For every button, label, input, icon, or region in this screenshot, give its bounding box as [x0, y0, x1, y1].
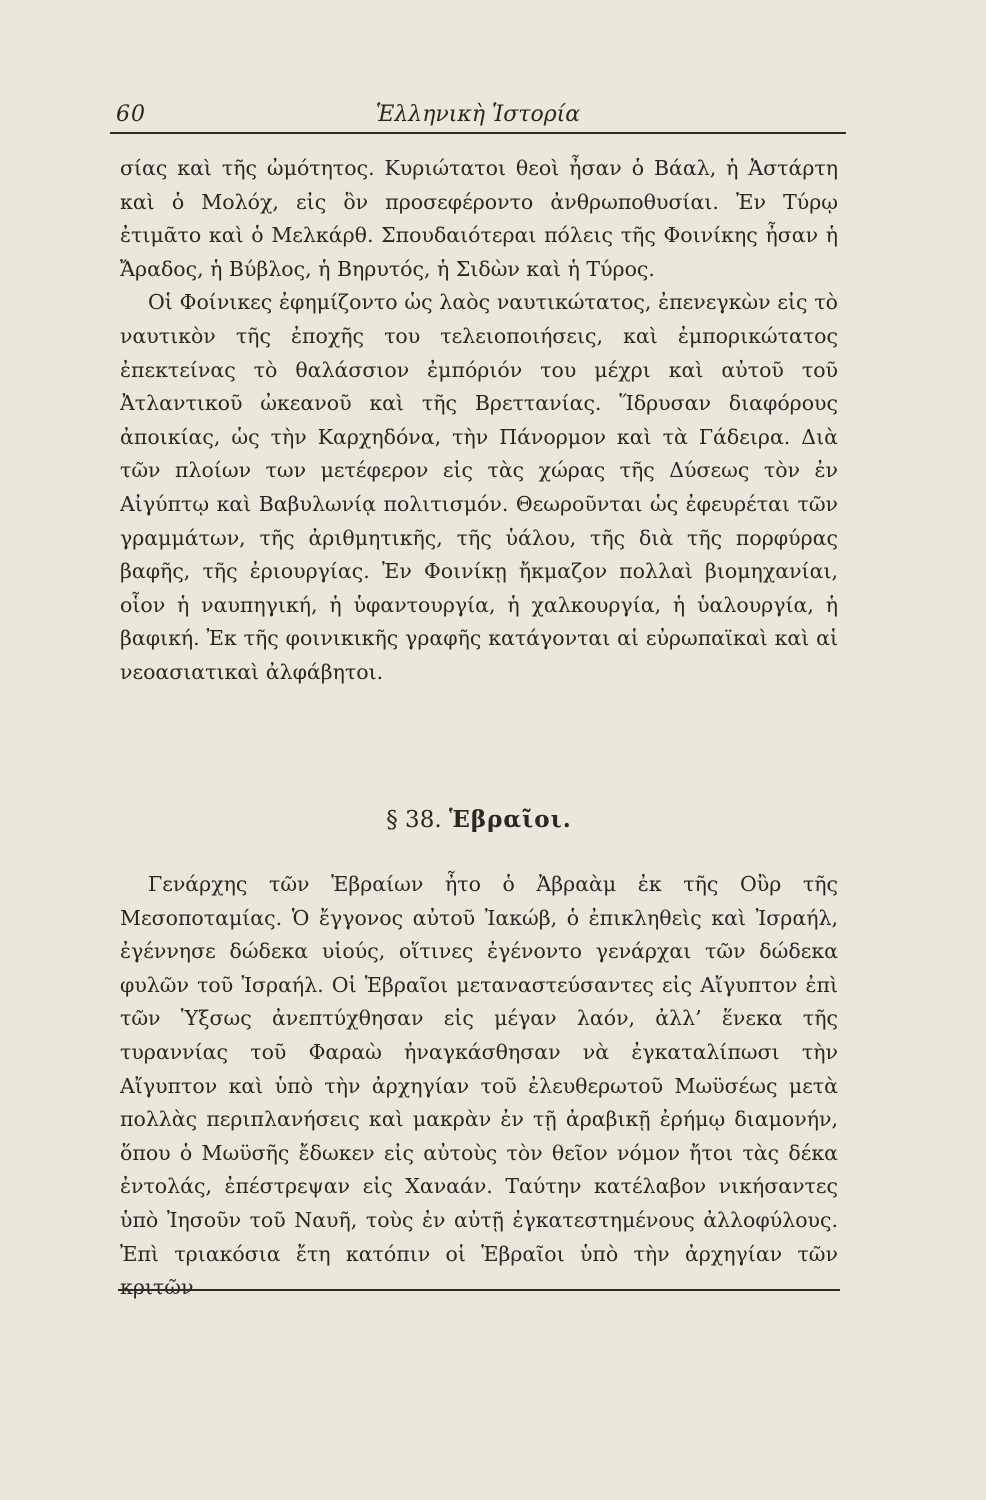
section-heading [120, 806, 838, 833]
section-name: Ἑβραῖοι. [448, 806, 572, 833]
text-block-hebrews [120, 868, 838, 1305]
paragraph-phoenicians: Οἱ Φοίνικες ἐφημίζοντο ὡς λαὸς ναυτικώτατος, ἐπενεγκὼν εἰς τὸ ναυτικὸν τῆς ἐποχῆς του τελειοποιήσεις, καὶ ἐμπορικώτατος ἐπεκτείνας τὸ θαλάσσιον ἐμπόριόν του μέχρι καὶ αὐτοῦ τοῦ Ἀτλαντικοῦ ὠκεανοῦ καὶ τῆς Βρεττανίας. Ἵδρυσαν διαφόρους ἀποικίας, ὡς τὴν Καρχηδόνα, τὴν Πάνορμον καὶ τὰ Γάδειρα. Διὰ τῶν πλοίων των μετέφερον εἰς τὰς χώρας τῆς Δύσεως τὸν ἐν Αἰγύπτῳ καὶ Βαβυλωνίᾳ πολιτισμόν. Θεωροῦνται ὡς ἐφευρέται τῶν γραμμάτων, τῆς ἀριθμητικῆς, τῆς ὑάλου, τῆς διὰ τῆς πορφύρας βαφῆς, τῆς ἐριουργίας. Ἐν Φοινίκῃ ἤκμαζον πολλαὶ βιομηχανίαι, οἷον ἡ ναυπηγική, ἡ ὑφαντουργία, ἡ χαλκουργία, ἡ ὑαλουργία, ἡ βαφική. Ἐκ τῆς φοινικικῆς γραφῆς κατάγονται αἱ εὐρωπαϊκαὶ καὶ αἱ νεοασιατικαὶ ἀλφάβητοι. [120, 290, 838, 684]
bottom-rule [118, 1289, 840, 1291]
text-block-phoenicians [120, 152, 838, 690]
running-title: Ἑλληνικὴ Ἱστορία [375, 102, 581, 127]
page-number: 60 [116, 102, 146, 127]
paragraph-continued: σίας καὶ τῆς ὠμότητος. Κυριώτατοι θεοὶ ἦσαν ὁ Βάαλ, ἡ Ἀστάρτη καὶ ὁ Μολόχ, εἰς ὃν προσεφέροντο ἀνθρωποθυσίαι. Ἐν Τύρῳ ἐτιμᾶτο καὶ ὁ Μελκάρθ. Σπουδαιότεραι πόλεις τῆς Φοινίκης ἦσαν ἡ Ἄραδος, ἡ Βύβλος, ἡ Βηρυτός, ἡ Σιδὼν καὶ ἡ Τύρος. [120, 156, 838, 281]
header-rule [110, 132, 846, 134]
page-header [110, 100, 846, 140]
paragraph-hebrews: Γενάρχης τῶν Ἑβραίων ἦτο ὁ Ἀβραὰμ ἐκ τῆς Οὒρ τῆς Μεσοποταμίας. Ὁ ἔγγονος αὐτοῦ Ἰακώβ, ὁ ἐπικληθεὶς καὶ Ἰσραήλ, ἐγέννησε δώδεκα υἱούς, οἵτινες ἐγένοντο γενάρχαι τῶν δώδεκα φυλῶν τοῦ Ἰσραήλ. Οἱ Ἑβραῖοι μεταναστεύσαντες εἰς Αἴγυπτον ἐπὶ τῶν Ὑξσως ἀνεπτύχθησαν εἰς μέγαν λαόν, ἀλλ’ ἕνεκα τῆς τυραννίας τοῦ Φαραὼ ἠναγκάσθησαν νὰ ἐγκαταλίπωσι τὴν Αἴγυπτον καὶ ὑπὸ τὴν ἀρχηγίαν τοῦ ἐλευθερωτοῦ Μωϋσέως μετὰ πολλὰς περιπλανήσεις καὶ μακρὰν ἐν τῇ ἀραβικῇ ἐρήμῳ διαμονήν, ὅπου ὁ Μωϋσῆς ἔδωκεν εἰς αὐτοὺς τὸν θεῖον νόμον ἤτοι τὰς δέκα ἐντολάς, ἐπέστρεψαν εἰς Χαναάν. Ταύτην κατέλαβον νικήσαντες ὑπὸ Ἰησοῦν τοῦ Ναυῆ, τοὺς ἐν αὐτῇ ἐγκατεστημένους ἀλλοφύλους. Ἐπὶ τριακόσια ἔτη κατόπιν οἱ Ἑβραῖοι ὑπὸ τὴν ἀρχηγίαν τῶν κριτῶν [120, 872, 838, 1300]
section-number: § 38. [386, 807, 442, 833]
